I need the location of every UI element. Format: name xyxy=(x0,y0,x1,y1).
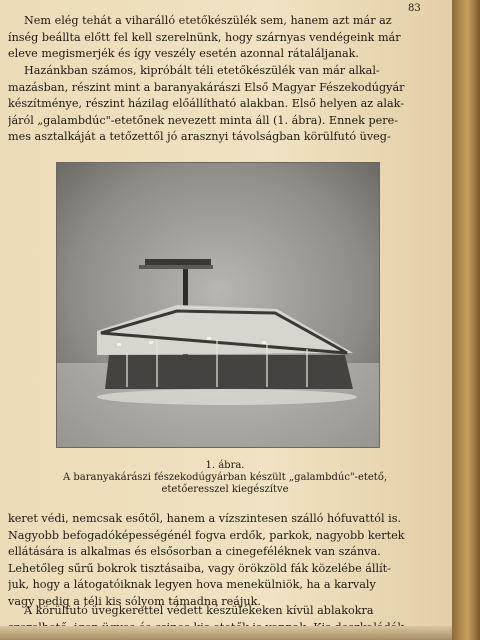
text-line: mes asztalkáját a tetőzettől jó arasznyi távolságban körülfutó üveg- xyxy=(8,130,391,144)
text-line: Nagyobb befogadóképességénél fogva erdők, parkok, nagyobb kertek xyxy=(8,528,405,542)
figure-caption-line-1: A baranyakárászi fészekodúgyárban készült „galambdúc"-etető, xyxy=(62,472,388,483)
text-line: Hazánkban számos, kipróbált téli etetőkészülék van már alkal- xyxy=(24,64,380,77)
text-line: ínség beállta előtt fel kell szerelnünk, hogy szárnyas vendégeink már xyxy=(8,30,401,44)
text-line: eleve megismerjék és így veszély esetén azonnal rátaláljanak. xyxy=(8,47,359,61)
text-line: készítménye, részint házilag előállítható alakban. Első helyen az alak- xyxy=(8,97,404,111)
text-line: keret védi, nemcsak esőtől, hanem a vízszintesen szálló hófuvattól is. xyxy=(8,512,401,525)
figure-caption-line-2: etetőeresszel kiegészítve xyxy=(161,484,289,495)
text-line: juk, hogy a látogatóiknak legyen hova menekülniök, ha a karvaly xyxy=(8,578,376,592)
paragraph-2 xyxy=(8,63,440,146)
paragraph-1 xyxy=(8,13,440,63)
feeder-photo-drawing xyxy=(57,163,379,447)
text-line: A körülfutó üvegkerettel védett készülékeken kívül ablakokra xyxy=(24,604,374,617)
text-line: ellátására is alkalmas és elsősorban a cinegeféléknek van szánva. xyxy=(8,545,381,559)
text-line: vagy pedig a téli kis sólyom támadna reájuk. xyxy=(8,594,261,608)
page-edge-shadow xyxy=(0,626,452,640)
feeder-photograph xyxy=(56,162,380,448)
page-number: 83 xyxy=(408,3,421,14)
book-spine xyxy=(452,0,480,640)
text-line: járól „galambdúc"-etetőnek nevezett minta áll (1. ábra). Ennek pere- xyxy=(8,113,399,127)
figure-number: 1. ábra. xyxy=(205,460,245,471)
paragraph-3 xyxy=(8,511,440,611)
text-line: Nem elég tehát a viharálló etetőkészülék sem, hanem azt már az xyxy=(24,14,392,27)
text-line: mazásban, részint mint a baranyakárászi Első Magyar Fészekodúgyár xyxy=(8,80,405,94)
text-line: Lehetőleg sűrű bokrok tisztásaiba, vagy örökzöld fák közelébe állít- xyxy=(8,561,391,575)
